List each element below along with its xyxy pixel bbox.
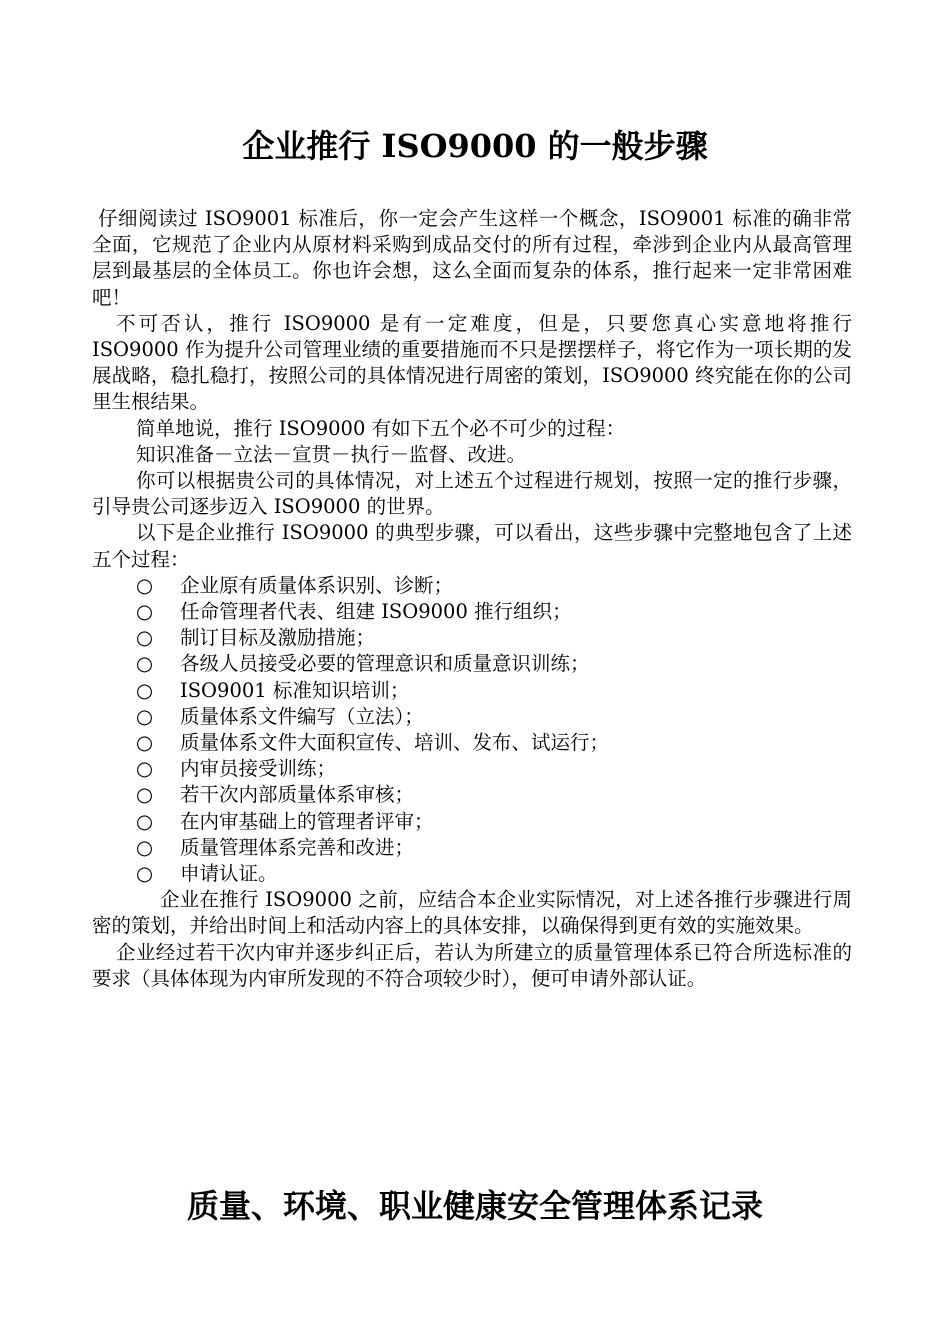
step-text: ISO9001 标准知识培训； <box>180 678 410 702</box>
list-item <box>92 861 852 887</box>
paragraph-five-processes: 简单地说，推行 ISO9000 有如下五个必不可少的过程： <box>136 416 626 440</box>
step-text: 任命管理者代表、组建 ISO9000 推行组织； <box>180 600 572 624</box>
circle-bullet-icon: ○ <box>136 809 154 833</box>
circle-bullet-icon: ○ <box>136 626 154 650</box>
step-text: 质量体系文件编写（立法）； <box>180 704 424 728</box>
circle-bullet-icon: ○ <box>136 652 154 676</box>
list-item <box>92 756 852 782</box>
list-item <box>92 835 852 861</box>
list-item <box>92 704 852 730</box>
list-item <box>92 651 852 677</box>
page-title: 企业推行 ISO9000 的一般步骤 <box>242 127 708 165</box>
step-text: 企业原有质量体系识别、诊断； <box>180 573 454 597</box>
list-item <box>92 599 852 625</box>
paragraph-planning: 你可以根据贵公司的具体情况，对上述五个过程进行规划，按照一定的推行步骤，引导贵公司逐步迈入 ISO9000 的世界。 <box>92 469 852 519</box>
paragraph-process-chain: 知识准备－立法－宣贯－执行－监督、改进。 <box>136 442 527 466</box>
step-text: 在内审基础上的管理者评审； <box>180 809 434 833</box>
list-item <box>92 782 852 808</box>
circle-bullet-icon: ○ <box>136 573 154 597</box>
list-item <box>92 730 852 756</box>
circle-bullet-icon: ○ <box>136 862 154 886</box>
step-text: 质量管理体系完善和改进； <box>180 835 415 859</box>
circle-bullet-icon: ○ <box>136 757 154 781</box>
paragraph-difficulty: 不可否认，推行 ISO9000 是有一定难度，但是，只要您真心实意地将推行 ISO9000 作为提升公司管理业绩的重要措施而不只是摆摆样子，将它作为一项长期的发展战略，稳扎稳打，按照公司的具体情况进行周密的策划，ISO9000 终究能在你的公司里生根结果。 <box>92 311 852 414</box>
circle-bullet-icon: ○ <box>136 678 154 702</box>
list-item <box>92 678 852 704</box>
step-text: 申请认证。 <box>180 862 278 886</box>
section-title: 质量、环境、职业健康安全管理体系记录 <box>186 1187 763 1225</box>
step-text: 若干次内部质量体系审核； <box>180 783 415 807</box>
paragraph-intro: 仔细阅读过 ISO9001 标准后，你一定会产生这样一个概念，ISO9001 标准的确非常全面，它规范了企业内从原材料采购到成品交付的所有过程，牵涉到企业内从最高管理层到最基层的全体员工。你也许会想，这么全面而复杂的体系，推行起来一定非常困难吧！ <box>92 207 852 309</box>
circle-bullet-icon: ○ <box>136 600 154 624</box>
circle-bullet-icon: ○ <box>136 731 154 755</box>
circle-bullet-icon: ○ <box>136 704 154 728</box>
step-text: 内审员接受训练； <box>180 757 337 781</box>
steps-list <box>92 573 852 887</box>
step-text: 制订目标及激励措施； <box>180 626 376 650</box>
list-item <box>92 809 852 835</box>
list-item <box>92 625 852 651</box>
article-body <box>92 206 852 992</box>
paragraph-advance-planning: 企业在推行 ISO9000 之前，应结合本企业实际情况，对上述各推行步骤进行周密的策划，并给出时间上和活动内容上的具体安排，以确保得到更有效的实施效果。 <box>92 888 852 938</box>
step-text: 各级人员接受必要的管理意识和质量意识训练； <box>180 652 590 676</box>
circle-bullet-icon: ○ <box>136 835 154 859</box>
circle-bullet-icon: ○ <box>136 783 154 807</box>
list-item <box>92 573 852 599</box>
paragraph-typical-steps: 以下是企业推行 ISO9000 的典型步骤，可以看出，这些步骤中完整地包含了上述五个过程： <box>92 521 852 571</box>
step-text: 质量体系文件大面积宣传、培训、发布、试运行； <box>180 731 610 755</box>
paragraph-certification: 企业经过若干次内审并逐步纠正后，若认为所建立的质量管理体系已符合所选标准的要求（具体体现为内审所发现的不符合项较少时），便可申请外部认证。 <box>92 940 852 990</box>
